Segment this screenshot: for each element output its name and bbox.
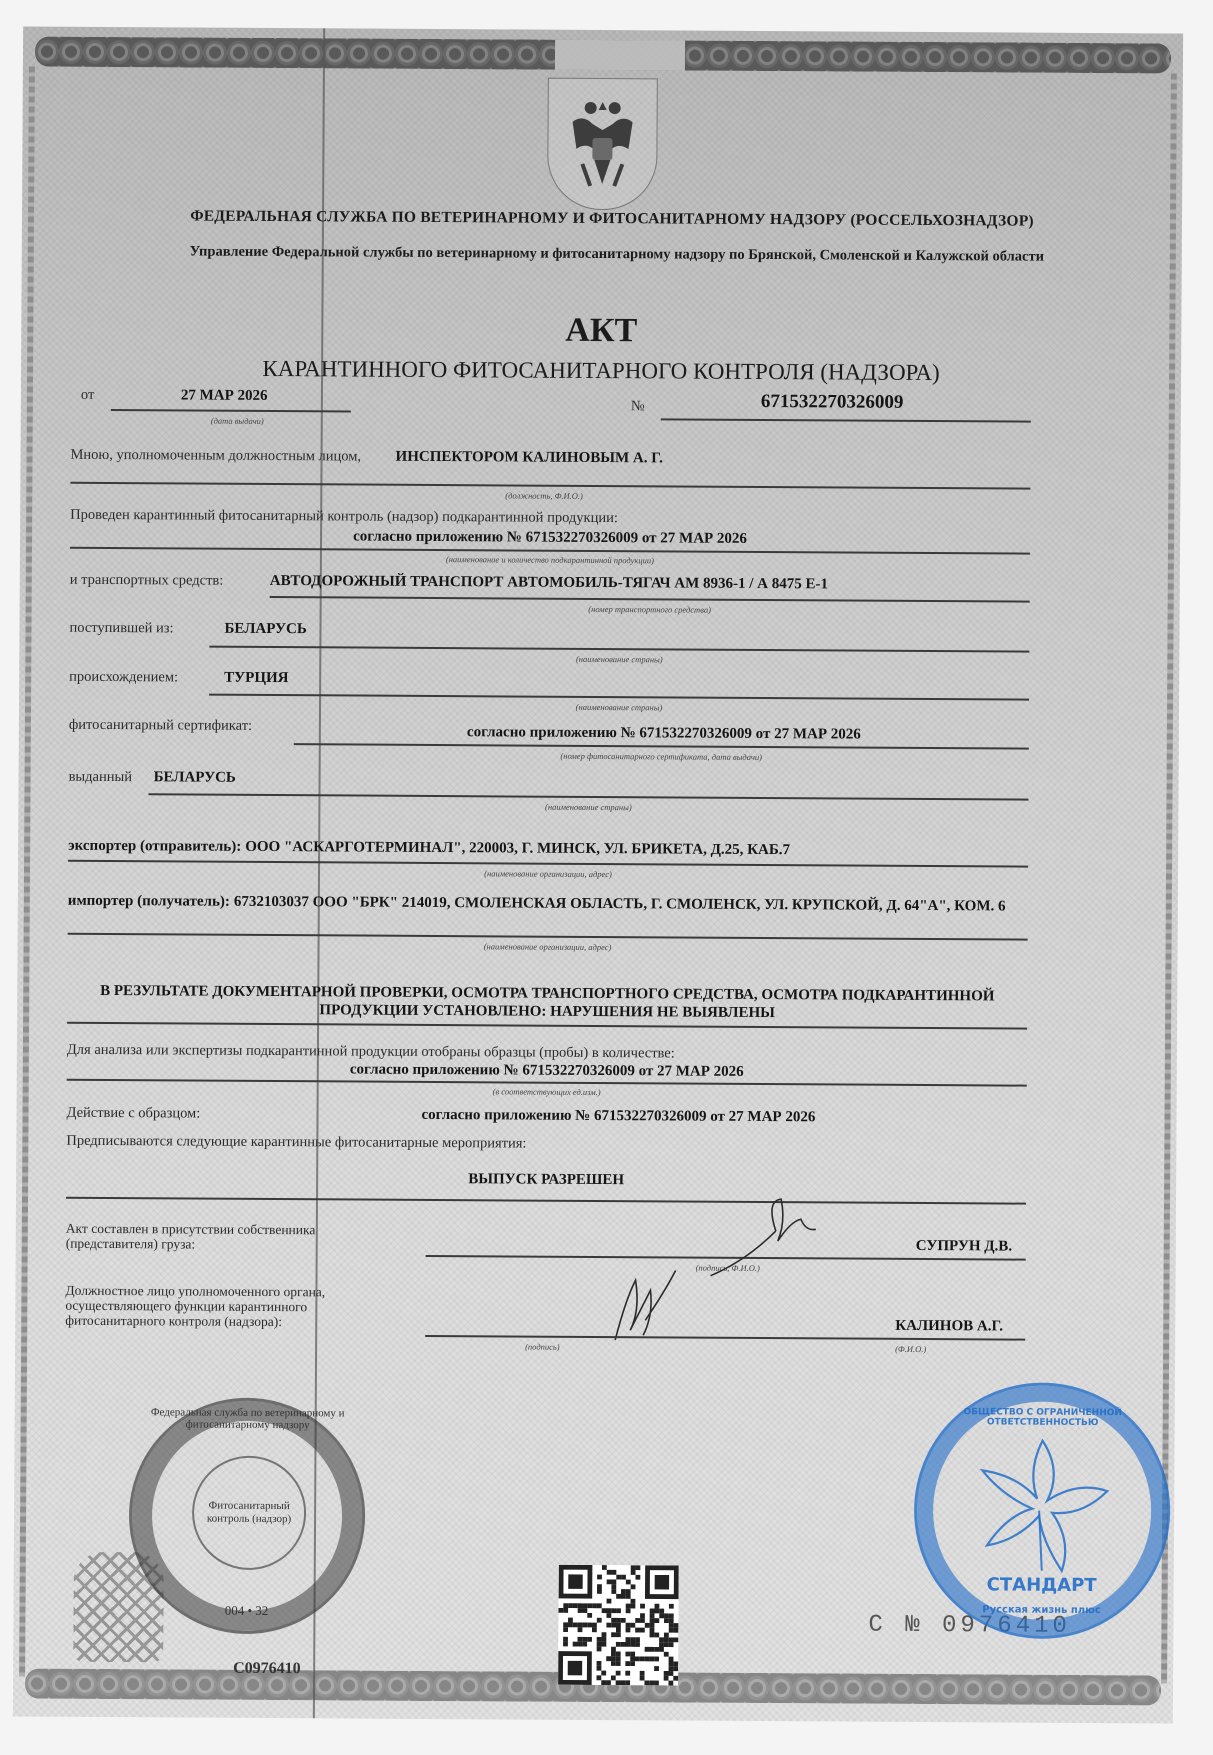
origin-label: происхождением: [69,668,179,686]
qr-module [674,1628,679,1633]
qr-module [621,1589,626,1594]
official-name: КАЛИНОВ А.Г. [895,1317,1004,1335]
qr-module [611,1647,616,1652]
qr-module [597,1642,602,1647]
inspection-result: В РЕЗУЛЬТАТЕ ДОКУМЕНТАРНОЙ ПРОВЕРКИ, ОСМОТРА ТРАНСПОРТНОГО СРЕДСТВА, ОСМОТРА ПОДКАРАНТИННОЙ ПРОДУКЦИИ УСТАНОВЛЕНО: НАРУШЕНИЯ НЕ ВЫЯВЛЕНЫ [100,982,995,1022]
qr-module [601,1642,606,1647]
qr-module [592,1623,597,1628]
qr-module [630,1652,635,1657]
owner-name: СУПРУН Д.В. [915,1237,1013,1255]
qr-module [650,1633,655,1638]
qr-module [645,1647,650,1652]
qr-module [654,1647,659,1652]
agency-name: ФЕДЕРАЛЬНАЯ СЛУЖБА ПО ВЕТЕРИНАРНОМУ И ФИТОСАНИТАРНОМУ НАДЗОРУ (РОССЕЛЬХОЗНАДЗОР) [190,207,1034,230]
qr-module [597,1603,602,1608]
department-name: Управление Федеральной службы по ветеринарному и фитосанитарному надзору по Брянской, Смоленской и Калужской области [189,243,1045,265]
qr-module [621,1594,626,1599]
qr-module [597,1618,602,1623]
qr-module [630,1661,635,1666]
seal-ring-text: Федеральная служба по ветеринарному и фитосанитарному надзору [150,1406,345,1432]
qr-module [640,1604,645,1609]
qr-module [654,1657,659,1662]
exporter-value: ООО "АСКАРГОТЕРМИНАЛ", 220003, Г. МИНСК, УЛ. БРИКЕТА, Д.25, КАБ.7 [245,838,791,859]
qr-module [669,1637,674,1642]
qr-module [597,1647,602,1652]
qr-module [664,1642,669,1647]
measures-label: Предписываются следующие карантинные фитосанитарные мероприятия: [66,1132,527,1152]
from-value: БЕЛАРУСЬ [224,620,307,638]
qr-finder [655,1575,669,1589]
product-hint: (наименование и количество подкарантинной продукции) [445,554,655,566]
qr-module [597,1637,602,1642]
qr-module [607,1599,612,1604]
exporter-hint: (наименование организации, адрес) [484,868,612,880]
qr-module [616,1642,621,1647]
qr-module [597,1584,602,1589]
serial-number-left: C0976410 [233,1659,301,1678]
qr-module [563,1627,568,1632]
qr-module [587,1613,592,1618]
qr-module [673,1666,678,1671]
qr-module [616,1594,621,1599]
qr-module [668,1681,673,1686]
exporter-row [68,837,1028,861]
qr-module [631,1584,636,1589]
qr-module [563,1637,568,1642]
qr-module [645,1623,650,1628]
from-hint: (наименование страны) [575,653,663,665]
russian-coat-of-arms-icon [547,78,658,211]
blue-seal-tagline: Русская жизнь плюс [982,1604,1101,1617]
qr-module [635,1628,640,1633]
measures-value: ВЫПУСК РАЗРЕШЕН [468,1171,625,1189]
qr-module [616,1652,621,1657]
qr-module [669,1628,674,1633]
qr-module [620,1680,625,1685]
qr-module [597,1661,602,1666]
qr-module [625,1680,630,1685]
official-sign-label: Должностное лицо уполномоченного органа, осуществляющего функции карантинного фитосанитарного контроля (надзора): [65,1282,326,1330]
qr-module [611,1651,616,1656]
company-seal-stamp [913,1382,1171,1640]
qr-module [625,1661,630,1666]
document-subtitle: КАРАНТИННОГО ФИТОСАНИТАРНОГО КОНТРОЛЯ (НАДЗОРА) [262,355,940,386]
owner-signature [706,1191,827,1282]
qr-module [616,1623,621,1628]
qr-module [654,1633,659,1638]
qr-module [631,1570,636,1575]
seal-inner-text: Фитосанитарный контроль (надзор) [206,1499,292,1526]
qr-module [568,1622,573,1627]
qr-module [640,1671,645,1676]
qr-module [635,1656,640,1661]
qr-code[interactable] [558,1565,679,1686]
qr-module [659,1637,664,1642]
qr-module [673,1661,678,1666]
date-hint: (дата выдачи) [210,415,264,426]
qr-module [612,1570,617,1575]
qr-module [649,1647,654,1652]
action-value: согласно приложению № 671532270326009 от 27 МАР 2026 [421,1106,816,1126]
qr-module [625,1642,630,1647]
qr-module [558,1608,563,1613]
qr-module [563,1603,568,1608]
qr-module [673,1676,678,1681]
blue-seal-top-text: ОБЩЕСТВО С ОГРАНИЧЕННОЙ ОТВЕТСТВЕННОСТЬЮ [963,1407,1122,1429]
qr-module [650,1628,655,1633]
qr-module [649,1681,654,1686]
qr-module [621,1618,626,1623]
qr-module [582,1637,587,1642]
qr-module [563,1622,568,1627]
qr-module [640,1618,645,1623]
samples-hint: (в соответствующих ед.изм.) [492,1086,601,1098]
qr-module [606,1613,611,1618]
qr-module [654,1609,659,1614]
seal-inner [192,1456,307,1571]
qr-module [583,1603,588,1608]
exporter-label: экспортер (отправитель): [68,837,242,855]
qr-module [654,1618,659,1623]
qr-module [611,1623,616,1628]
from-label: поступившей из: [69,619,174,637]
qr-module [597,1575,602,1580]
importer-row [68,891,1028,917]
qr-module [635,1637,640,1642]
qr-module [669,1642,674,1647]
qr-module [664,1671,669,1676]
qr-module [631,1604,636,1609]
qr-module [664,1618,669,1623]
qr-module [631,1565,636,1570]
qr-module [616,1680,621,1685]
certificate-paper [13,26,1183,1723]
qr-module [611,1618,616,1623]
qr-module [625,1671,630,1676]
qr-module [606,1608,611,1613]
official-signature-hint: (подпись) [525,1341,560,1352]
qr-module [669,1657,674,1662]
qr-module [611,1675,616,1680]
qr-module [601,1680,606,1685]
qr-module [621,1642,626,1647]
qr-module [669,1671,674,1676]
qr-module [597,1589,602,1594]
qr-module [611,1608,616,1613]
qr-module [568,1618,573,1623]
qr-module [616,1575,621,1580]
qr-module [611,1584,616,1589]
qr-module [664,1676,669,1681]
qr-module [582,1642,587,1647]
qr-module [616,1608,621,1613]
importer-label: импортер (получатель): [67,892,230,910]
qr-module [606,1656,611,1661]
qr-module [674,1637,679,1642]
qr-module [601,1671,606,1676]
qr-module [650,1609,655,1614]
seal-code: 004 • 32 [224,1602,269,1618]
qr-module [611,1579,616,1584]
qr-module [655,1604,660,1609]
qr-module [635,1575,640,1580]
qr-module [587,1623,592,1628]
qr-module [611,1661,616,1666]
origin-value: ТУРЦИЯ [224,669,289,687]
qr-module [654,1681,659,1686]
product-value: согласно приложению № 671532270326009 от 27 МАР 2026 [353,528,748,547]
qr-module [645,1656,650,1661]
cert-hint: (номер фитосанитарного сертификата, дата выдачи) [560,750,763,762]
qr-module [573,1642,578,1647]
blue-seal-bottom-text: СТАНДАРТ [986,1574,1097,1597]
cert-label: фитосанитарный сертификат: [68,716,253,734]
samples-value: согласно приложению № 671532270326009 от 27 МАР 2026 [349,1061,744,1080]
qr-module [630,1637,635,1642]
owner-signature-hint: (подпись, Ф.И.О.) [695,1262,760,1273]
qr-module [578,1608,583,1613]
qr-module [650,1618,655,1623]
qr-module [621,1575,626,1580]
qr-module [597,1666,602,1671]
qr-module [611,1632,616,1637]
qr-module [616,1618,621,1623]
qr-module [616,1656,621,1661]
qr-module [611,1589,616,1594]
qr-module [582,1623,587,1628]
qr-module [636,1565,641,1570]
guilloche-border-top [35,37,1171,74]
qr-module [626,1628,631,1633]
qr-module [635,1642,640,1647]
qr-module [664,1613,669,1618]
qr-module [626,1594,631,1599]
qr-module [616,1671,621,1676]
qr-module [602,1565,607,1570]
qr-module [669,1661,674,1666]
official-value: ИНСПЕКТОРОМ КАЛИНОВЫМ А. Г. [395,448,663,467]
qr-module [669,1604,674,1609]
qr-module [606,1680,611,1685]
samples-label: Для анализа или экспертизы подкарантинной продукции отобраны образцы (пробы) в количестве: [66,1041,675,1062]
qr-module [626,1589,631,1594]
qr-module [607,1579,612,1584]
transport-hint: (номер транспортного средства) [588,603,711,615]
qr-module [578,1622,583,1627]
qr-module [602,1637,607,1642]
leaf-logo-icon [967,1430,1118,1581]
qr-module [573,1603,578,1608]
importer-value: 6732103037 ООО "БРК" 214019, СМОЛЕНСКАЯ ОБЛАСТЬ, Г. СМОЛЕНСК, УЛ. КРУПСКОЙ, Д. 64"А", КОМ. 6 [233,893,1006,915]
qr-module [578,1627,583,1632]
qr-module [630,1623,635,1628]
qr-module [592,1603,597,1608]
act-number: 671532270326009 [760,390,904,413]
qr-module [626,1604,631,1609]
qr-module [630,1642,635,1647]
qr-module [616,1661,621,1666]
qr-module [650,1623,655,1628]
qr-module [573,1622,578,1627]
official-hint: (должность, Ф.И.О.) [505,490,583,501]
qr-module [669,1618,674,1623]
qr-module [659,1642,664,1647]
qr-module [649,1657,654,1662]
qr-module [582,1608,587,1613]
qr-finder [568,1661,582,1675]
qr-module [640,1628,645,1633]
issued-value: БЕЛАРУСЬ [153,769,236,786]
qr-module [640,1613,645,1618]
qr-module [664,1652,669,1657]
qr-module [625,1652,630,1657]
issue-date: 27 МАР 2026 [180,387,268,404]
qr-module [563,1608,568,1613]
qr-module [596,1675,601,1680]
qr-module [654,1666,659,1671]
issued-hint: (наименование страны) [545,801,632,813]
qr-module [577,1642,582,1647]
qr-module [631,1599,636,1604]
qr-module [664,1637,669,1642]
origin-hint: (наименование страны) [575,701,663,713]
qr-module [602,1608,607,1613]
transport-label: и транспортных средств: [69,571,224,589]
number-label: № [630,398,645,415]
qr-module [659,1647,664,1652]
qr-module [664,1633,669,1638]
action-label: Действие с образцом: [66,1104,201,1122]
qr-module [568,1603,573,1608]
qr-module [630,1656,635,1661]
importer-hint: (наименование организации, адрес) [483,941,612,953]
qr-module [669,1623,674,1628]
official-seal-stamp [128,1397,365,1634]
qr-module [674,1623,679,1628]
cert-value: согласно приложению № 671532270326009 от 27 МАР 2026 [466,724,861,743]
qr-module [659,1613,664,1618]
document-title: АКТ [565,311,638,350]
transport-value: АВТОДОРОЖНЫЙ ТРАНСПОРТ АВТОМОБИЛЬ-ТЯГАЧ АМ 8936-1 / А 8475 Е-1 [269,572,829,593]
qr-module [640,1676,645,1681]
qr-module [669,1666,674,1671]
qr-module [635,1618,640,1623]
qr-module [626,1637,631,1642]
official-label: Мною, уполномоченным должностным лицом, [70,446,362,465]
qr-module [587,1637,592,1642]
qr-module [578,1637,583,1642]
date-label: от [80,386,95,403]
qr-module [659,1609,664,1614]
qr-module [626,1623,631,1628]
qr-module [616,1628,621,1633]
qr-finder [568,1574,582,1588]
serial-number-right: С № 0976410 [868,1611,1071,1640]
qr-module [602,1632,607,1637]
qr-module [563,1642,568,1647]
qr-module [611,1656,616,1661]
owner-label: Акт составлен в присутствии собственника (представителя) груза: [65,1220,316,1252]
qr-module [616,1632,621,1637]
qr-module [587,1603,592,1608]
product-label: Проведен карантинный фитосанитарный контроль (надзор) подкарантинной продукции: [70,506,618,527]
qr-module [640,1656,645,1661]
fio-hint: (Ф.И.О.) [895,1343,927,1355]
qr-module [644,1680,649,1685]
qr-module [606,1623,611,1628]
qr-module [626,1608,631,1613]
qr-module [626,1580,631,1585]
qr-module [578,1603,583,1608]
qr-module [669,1613,674,1618]
qr-module [592,1627,597,1632]
qr-module [607,1570,612,1575]
qr-module [650,1613,655,1618]
issued-label: выданный [68,768,133,786]
